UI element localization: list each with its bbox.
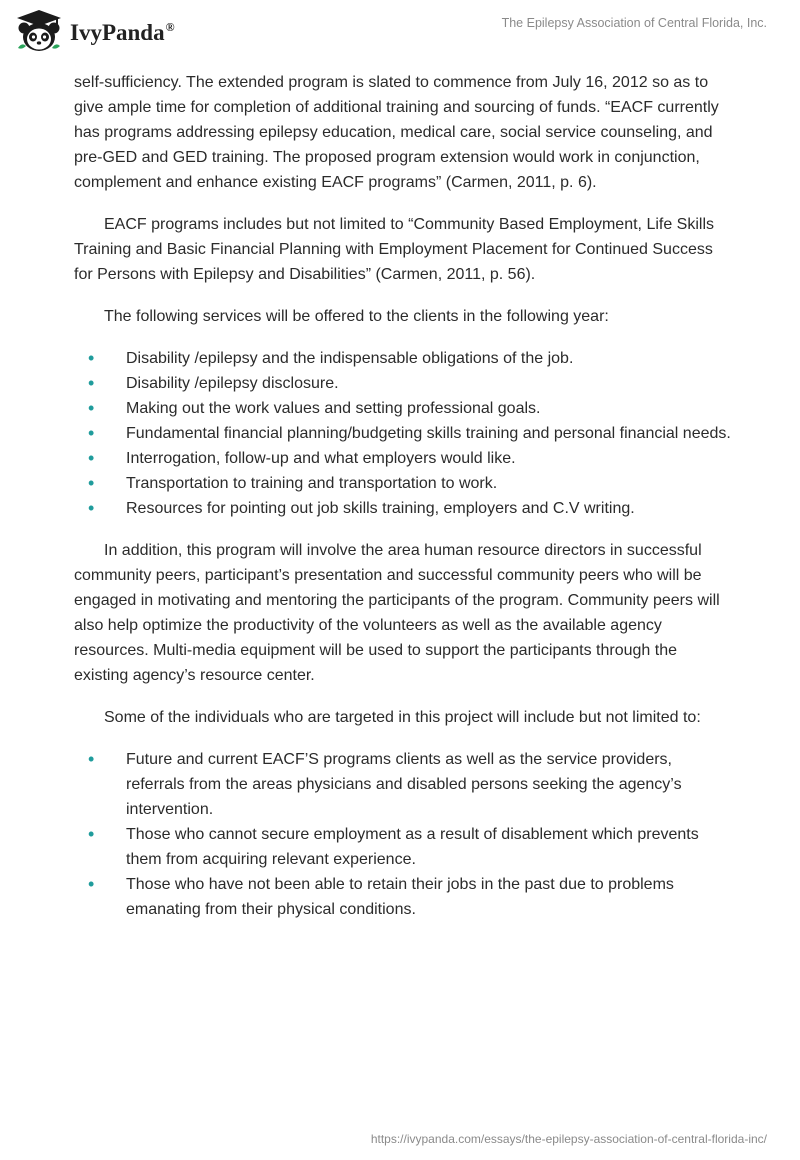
- list-item: • Fundamental financial planning/budgeting skills training and personal financial needs.: [74, 421, 734, 446]
- page-header: [0, 0, 800, 62]
- list-item: • Transportation to training and transportation to work.: [74, 471, 734, 496]
- list-item: • Future and current EACF’S programs clients as well as the service providers, referrals from the areas physicians and disabled persons seeking the agency’s intervention.: [88, 749, 682, 818]
- document-title: The Epilepsy Association of Central Florida, Inc.: [501, 16, 767, 30]
- document-body: [74, 70, 734, 939]
- list-item: • Making out the work values and setting professional goals.: [74, 396, 734, 421]
- list-item: • Disability /epilepsy disclosure.: [74, 371, 734, 396]
- bullet-icon: •: [88, 824, 95, 844]
- paragraph: Some of the individuals who are targeted in this project will include but not limited to:: [104, 709, 701, 726]
- target-individuals-list: [74, 747, 734, 922]
- list-item: • Those who have not been able to retain their jobs in the past due to problems emanating from their physical conditions.: [88, 874, 674, 918]
- bullet-icon: •: [88, 473, 95, 493]
- bullet-icon: •: [88, 348, 95, 368]
- services-list: [74, 346, 734, 521]
- brand-name: IvyPanda®: [70, 20, 175, 45]
- ivypanda-logo[interactable]: [14, 8, 175, 54]
- source-url-link[interactable]: https://ivypanda.com/essays/the-epilepsy-association-of-central-florida-inc/: [370, 1132, 767, 1146]
- bullet-icon: •: [88, 423, 95, 443]
- paragraph: self-sufficiency. The extended program is slated to commence from July 16, 2012 so as to give ample time for completion of additional training and sourcing of funds. “EACF currently has programs addressing epilepsy education, medical care, social service counseling, and pre-GED and GED training. The proposed program extension would work in conjunction, complement and enhance existing EACF programs” (Carmen, 2011, p. 6).: [74, 74, 719, 191]
- paragraph: In addition, this program will involve the area human resource directors in successful community peers, participant’s presentation and successful community peers who will be engaged in motivating and mentoring the participants of the program. Community peers will also help optimize the productivity of the volunteers as well as the available agency resources. Multi-media equipment will be used to support the participants through the existing agency’s resource center.: [74, 542, 720, 684]
- bullet-icon: •: [88, 398, 95, 418]
- bullet-icon: •: [88, 448, 95, 468]
- paragraph: The following services will be offered to the clients in the following year:: [104, 308, 609, 325]
- bullet-icon: •: [88, 498, 95, 518]
- panda-graduate-icon: [14, 8, 64, 54]
- bullet-icon: •: [88, 373, 95, 393]
- bullet-icon: •: [88, 749, 95, 769]
- list-item: • Interrogation, follow-up and what employers would like.: [74, 446, 734, 471]
- paragraph: EACF programs includes but not limited to “Community Based Employment, Life Skills Training and Basic Financial Planning with Employment Placement for Continued Success for Persons with Epilepsy and Disabilities” (Carmen, 2011, p. 56).: [74, 216, 715, 283]
- list-item: • Those who cannot secure employment as a result of disablement which prevents them from acquiring relevant experience.: [88, 824, 699, 868]
- bullet-icon: •: [88, 874, 95, 894]
- list-item: • Resources for pointing out job skills training, employers and C.V writing.: [74, 496, 734, 521]
- list-item: • Disability /epilepsy and the indispensable obligations of the job.: [74, 346, 734, 371]
